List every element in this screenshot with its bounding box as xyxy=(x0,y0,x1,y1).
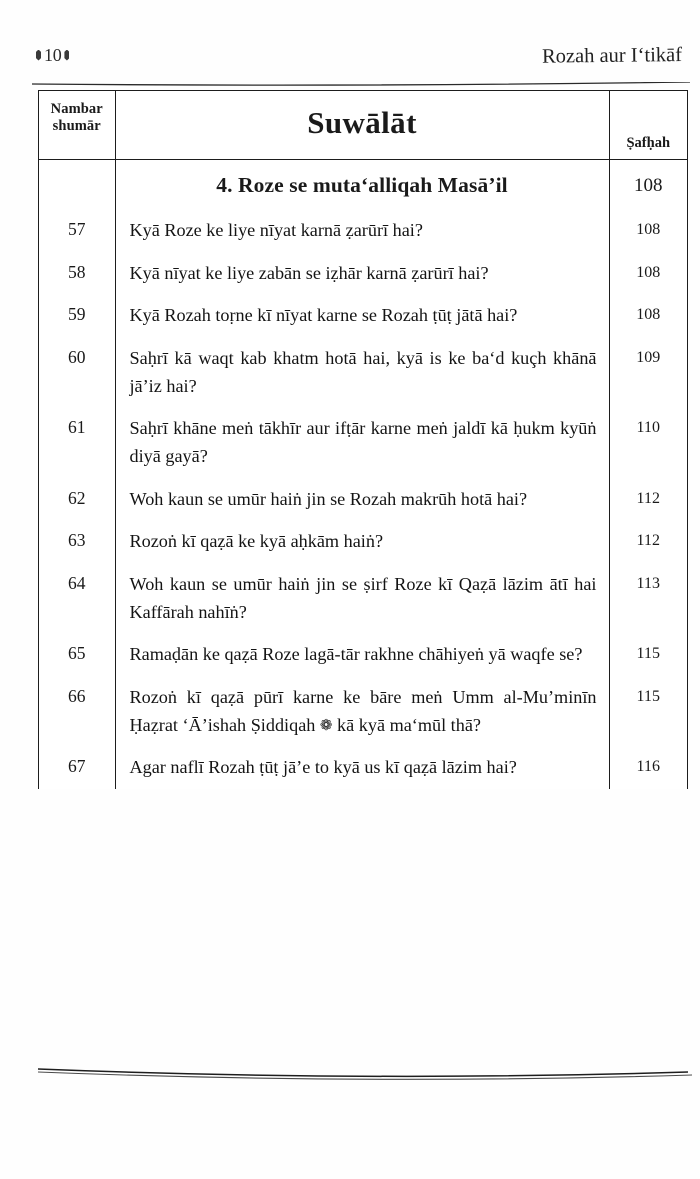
entry-page: 108 xyxy=(609,294,687,337)
entry-question: Woh kaun se umūr haiṅ jin se Rozah makrūh hotā hai? xyxy=(115,478,609,521)
section-title: 4. Roze se muta‘alliqah Masā’il xyxy=(115,160,609,210)
table-row[interactable] xyxy=(39,633,687,676)
table-row[interactable] xyxy=(39,746,687,789)
column-header-page: Ṣafḥah xyxy=(609,91,687,160)
entry-number: 61 xyxy=(39,407,115,477)
entry-page: 112 xyxy=(609,478,687,521)
entry-question: Agar naflī Rozah ṭūṭ jā’e to kyā us kī qaẓā lāzim hai? xyxy=(115,746,609,789)
folio-number xyxy=(34,46,71,64)
section-heading-row xyxy=(39,160,687,210)
entry-question: Ramaḍān ke qaẓā Roze lagā-tār rakhne chāhiyeṅ yā waqfe se? xyxy=(115,633,609,676)
running-head xyxy=(30,46,688,80)
entry-question: Kyā Rozah toṛne kī nīyat karne se Rozah ṭūṭ jātā hai? xyxy=(115,294,609,337)
entry-page: 116 xyxy=(609,746,687,789)
entry-number: 65 xyxy=(39,633,115,676)
entry-number: 58 xyxy=(39,252,115,295)
toc-table xyxy=(39,91,687,789)
entry-number: 59 xyxy=(39,294,115,337)
diamond-ornament-right-icon xyxy=(62,49,71,62)
table-row[interactable] xyxy=(39,520,687,563)
header-rule xyxy=(32,82,690,85)
section-page: 108 xyxy=(609,160,687,210)
entry-question-part2: kā kyā ma‘mūl thā? xyxy=(332,714,481,735)
entry-question: Rozoṅ kī qaẓā ke kyā aḥkām haiṅ? xyxy=(115,520,609,563)
entry-page: 108 xyxy=(609,209,687,252)
table-row[interactable] xyxy=(39,407,687,477)
table-of-contents xyxy=(38,90,688,789)
toc-table-body xyxy=(39,160,687,789)
column-header-questions: Suwālāt xyxy=(115,91,609,160)
book-title: Rozah aur I‘tikāf xyxy=(541,44,683,68)
table-row[interactable] xyxy=(39,478,687,521)
entry-question xyxy=(115,676,609,746)
entry-number: 57 xyxy=(39,209,115,252)
section-number-cell xyxy=(39,160,115,210)
entry-question: Saḥrī kā waqt kab khatm hotā hai, kyā is ke ba‘d kuçh khānā jā’iz hai? xyxy=(115,337,609,407)
entry-number: 62 xyxy=(39,478,115,521)
entry-question: Saḥrī khāne meṅ tākhīr aur ifṭār karne meṅ jaldī kā ḥukm kyūṅ diyā gayā? xyxy=(115,407,609,477)
entry-number: 63 xyxy=(39,520,115,563)
column-header-number-line2: shumār xyxy=(52,118,101,135)
table-row[interactable] xyxy=(39,676,687,746)
entry-question: Kyā Roze ke liye nīyat karnā ẓarūrī hai? xyxy=(115,209,609,252)
entry-page: 112 xyxy=(609,520,687,563)
folio-number-value: 10 xyxy=(44,45,62,65)
table-row[interactable] xyxy=(39,563,687,633)
entry-number: 60 xyxy=(39,337,115,407)
table-header-row xyxy=(39,91,687,160)
table-row[interactable] xyxy=(39,337,687,407)
table-row[interactable] xyxy=(39,294,687,337)
entry-question-part1: Rozoṅ kī qaẓā pūrī karne ke bāre meṅ Umm al-Mu’minīn Ḥaẓrat ‘Ā’ishah Ṣiddiqah xyxy=(129,686,597,735)
honorific-glyph-icon: ❁ xyxy=(319,717,333,734)
entry-number: 67 xyxy=(39,746,115,789)
entry-page: 115 xyxy=(609,676,687,746)
entry-page: 109 xyxy=(609,337,687,407)
table-bottom-rule xyxy=(36,1068,696,1090)
entry-page: 113 xyxy=(609,563,687,633)
entry-page: 115 xyxy=(609,633,687,676)
entry-number: 66 xyxy=(39,676,115,746)
entry-question: Kyā nīyat ke liye zabān se iẓhār karnā ẓarūrī hai? xyxy=(115,252,609,295)
diamond-ornament-left-icon xyxy=(34,49,43,62)
entry-page: 110 xyxy=(609,407,687,477)
entry-question: Woh kaun se umūr haiṅ jin se ṣirf Roze kī Qaẓā lāzim ātī hai Kaffārah nahīṅ? xyxy=(115,563,609,633)
entry-number: 64 xyxy=(39,563,115,633)
table-row[interactable] xyxy=(39,252,687,295)
column-header-number-line1: Nambar xyxy=(50,101,103,117)
table-row[interactable] xyxy=(39,209,687,252)
column-header-number xyxy=(39,91,115,160)
entry-page: 108 xyxy=(609,252,687,295)
